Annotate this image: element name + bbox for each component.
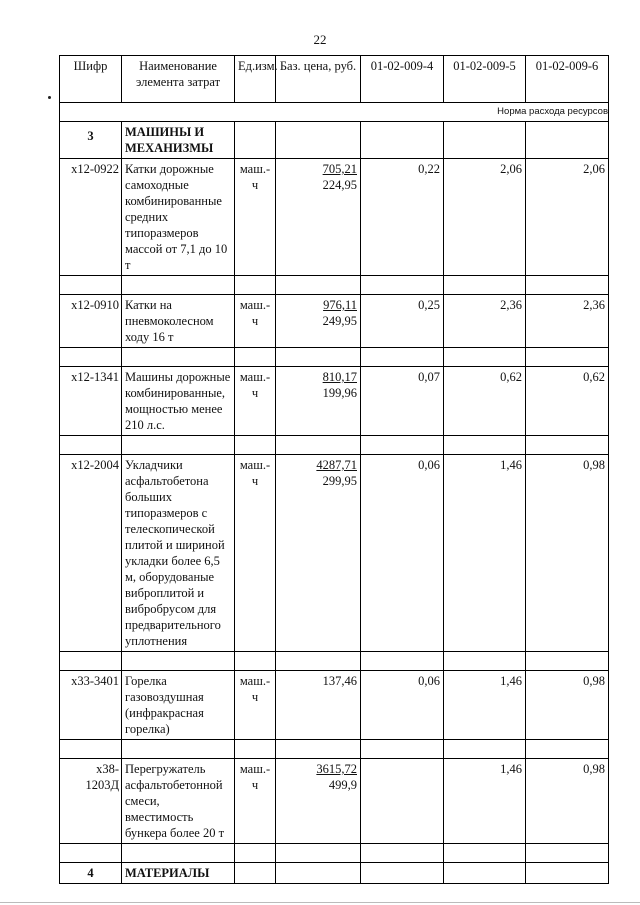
norm-col2: 1,46 (444, 455, 526, 652)
price-current: 705,21 (322, 162, 357, 176)
page-number: 22 (313, 32, 327, 47)
price-current: 4287,71 (316, 458, 357, 472)
price-value: 137,46 (322, 674, 357, 688)
norm-row (60, 103, 609, 122)
resource-name: Перегружатель асфальтобетонной смеси, вместимость бункера более 20 т (122, 759, 235, 844)
price-cell (276, 295, 361, 348)
norm-col3: 0,98 (526, 671, 609, 740)
resource-unit: маш.-ч (235, 295, 276, 348)
norm-col2: 2,36 (444, 295, 526, 348)
section-row-3 (60, 122, 609, 159)
resource-code: x12-1341 (60, 367, 122, 436)
table-row (60, 671, 609, 740)
resource-unit: маш.-ч (235, 455, 276, 652)
price-current: 3615,72 (316, 762, 357, 776)
table-row (60, 455, 609, 652)
price-cell (276, 759, 361, 844)
header-col3: 01-02-009-6 (526, 56, 609, 103)
norm-col2: 0,62 (444, 367, 526, 436)
resource-code: x38-1203Д (60, 759, 122, 844)
resource-name: Катки дорожные самоходные комбинированные средних типоразмеров массой от 7,1 до 10 т (122, 159, 235, 276)
header-price: Баз. цена, руб. (276, 56, 361, 103)
resource-code: x12-0922 (60, 159, 122, 276)
resource-name: Машины дорожные комбинированные, мощностью менее 210 л.с. (122, 367, 235, 436)
price-current: 810,17 (322, 370, 357, 384)
table-row (60, 159, 609, 276)
price-base: 249,95 (322, 314, 357, 328)
resource-unit: маш.-ч (235, 367, 276, 436)
norm-col2: 1,46 (444, 759, 526, 844)
norm-col1: 0,06 (361, 671, 444, 740)
norm-col1: 0,06 (361, 455, 444, 652)
norm-col1: 0,22 (361, 159, 444, 276)
header-col1: 01-02-009-4 (361, 56, 444, 103)
price-base: 199,96 (322, 386, 357, 400)
resource-code: x12-2004 (60, 455, 122, 652)
norm-col3: 2,36 (526, 295, 609, 348)
cost-table (59, 55, 609, 884)
norm-col1: 0,25 (361, 295, 444, 348)
norm-col1: 0,07 (361, 367, 444, 436)
resource-unit: маш.-ч (235, 671, 276, 740)
table-row (60, 759, 609, 844)
scan-edge (0, 902, 640, 903)
resource-name: Катки на пневмоколесном ходу 16 т (122, 295, 235, 348)
price-base: 499,9 (328, 778, 357, 792)
norm-col3: 0,98 (526, 759, 609, 844)
norm-col3: 2,06 (526, 159, 609, 276)
table-row (60, 295, 609, 348)
section-title: МАШИНЫ И МЕХАНИЗМЫ (122, 122, 235, 159)
section-number: 3 (60, 122, 122, 159)
price-cell (276, 455, 361, 652)
norm-col2: 1,46 (444, 671, 526, 740)
norm-col3: 0,98 (526, 455, 609, 652)
section-number: 4 (60, 863, 122, 884)
norm-col1 (361, 759, 444, 844)
price-base: 224,95 (322, 178, 357, 192)
resource-name: Укладчики асфальтобетона больших типоразмеров с телескопической плитой и шириной укладки более 6,5 м, оборудованые виброплитой и вибробрусом для предварительного уплотнения (122, 455, 235, 652)
resource-name: Горелка газовоздушная (инфракрасная горелка) (122, 671, 235, 740)
price-cell (276, 367, 361, 436)
price-current: 976,11 (323, 298, 357, 312)
price-cell (276, 671, 361, 740)
header-code: Шифр (60, 56, 122, 103)
resource-code: x33-3401 (60, 671, 122, 740)
norm-col2: 2,06 (444, 159, 526, 276)
scan-speck (48, 96, 51, 99)
header-unit: Ед.изм. (235, 56, 276, 103)
price-base: 299,95 (322, 474, 357, 488)
price-cell (276, 159, 361, 276)
section-title: МАТЕРИАЛЫ (122, 863, 235, 884)
resource-code: x12-0910 (60, 295, 122, 348)
header-col2: 01-02-009-5 (444, 56, 526, 103)
header-name: Наименование элемента затрат (122, 56, 235, 103)
table-row (60, 367, 609, 436)
section-row-4 (60, 863, 609, 884)
resource-unit: маш.-ч (235, 159, 276, 276)
resource-unit: маш.-ч (235, 759, 276, 844)
table-header-row (60, 56, 609, 103)
norm-label: Норма расхода ресурсов (60, 103, 609, 122)
norm-col3: 0,62 (526, 367, 609, 436)
